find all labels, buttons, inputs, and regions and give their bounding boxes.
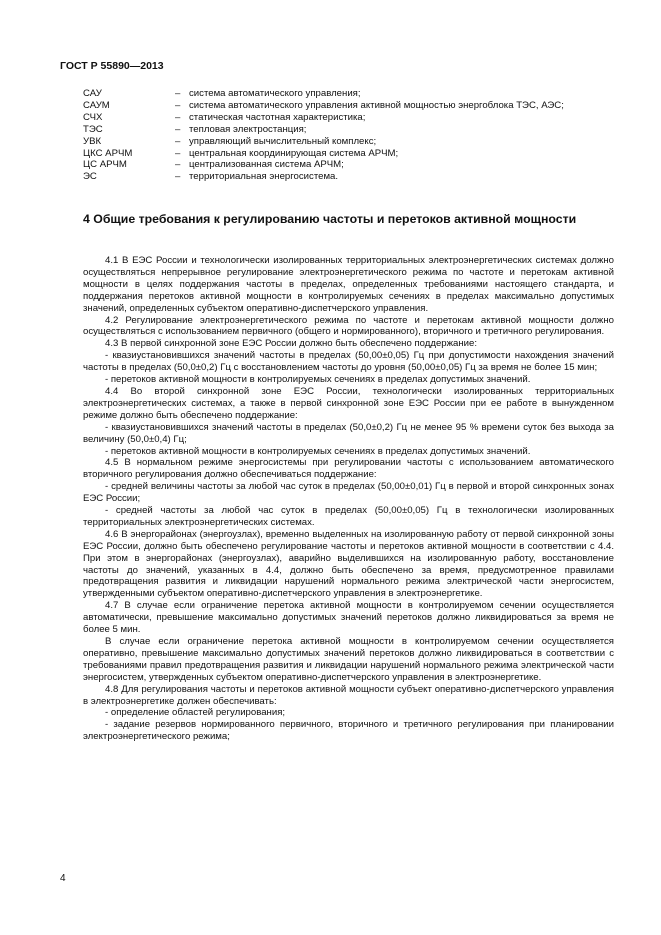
paragraph: 4.5 В нормальном режиме энергосистемы при регулировании частоты с использованием автоматического вторичного регулирования должно обеспечиваться поддержание: <box>83 457 614 481</box>
abbreviation-row <box>83 112 613 124</box>
abbreviation-row <box>83 100 613 112</box>
abbreviation-row <box>83 171 613 183</box>
list-item: - перетоков активной мощности в контролируемых сечениях в пределах допустимых значений. <box>105 445 531 457</box>
abbreviation-row <box>83 88 613 100</box>
abbreviation-definition: тепловая электростанция; <box>189 123 307 135</box>
abbreviation-row <box>83 159 613 171</box>
abbreviation-term: ТЭС <box>83 123 103 135</box>
abbreviation-definition: статическая частотная характеристика; <box>189 111 366 123</box>
list-item: - задание резервов нормированного первичного, вторичного и третичного регулирования при планировании электроэнергетического режима; <box>83 719 614 743</box>
paragraph: 4.3 В первой синхронной зоне ЕЭС России должно быть обеспечено поддержание: <box>105 338 478 350</box>
abbreviation-row <box>83 148 613 160</box>
abbreviation-dash: – <box>175 135 181 147</box>
abbreviation-term: САУ <box>83 88 102 99</box>
paragraph: 4.4 Во второй синхронной зоне ЕЭС России, технологически изолированных территориальных электроэнергетических системах, а также в первой синхронной зоне ЕЭС России при ее работе в вынужденном режиме должно быть обеспечено поддержание: <box>83 385 614 421</box>
list-item: - квазиустановившихся значений частоты в пределах (50,00±0,05) Гц при допустимости нахождения значений частоты в пределах (50,0±0,2) Гц с восстановлением частоты до уровня (50,00±0,05) Гц за время не более 15 мин; <box>83 350 614 374</box>
paragraph: В случае если ограничение перетока активной мощности в контролируемом сечении осуществляется оперативно, превышение максимально допустимых значений перетоков должно ликвидироваться в соответствии с требованиями правил предотвращения развития и ликвидации нарушений нормального режима электрической части энергосистем, утвержденных субъектом оперативно-диспетчерского управления в электроэнергетике. <box>83 636 614 683</box>
section-title: 4 Общие требования к регулированию частоты и перетоков активной мощности <box>83 212 577 226</box>
page-number: 4 <box>60 873 66 884</box>
abbreviation-term: ЦКС АРЧМ <box>83 147 133 159</box>
abbreviation-row <box>83 136 613 148</box>
abbreviation-definition: система автоматического управления; <box>189 88 361 99</box>
paragraph: 4.2 Регулирование электроэнергетического режима по частоте и перетокам активной мощности должно осуществляться с использованием первичного (общего и нормированного), вторичного и третичного регулирования. <box>83 314 614 338</box>
list-item: - перетоков активной мощности в контролируемых сечениях в пределах допустимых значений. <box>105 374 531 386</box>
abbreviation-term: ЦС АРЧМ <box>83 159 127 171</box>
paragraph: 4.7 В случае если ограничение перетока активной мощности в контролируемом сечении осуществляется автоматически, превышение максимально допустимых значений перетоков должно ликвидироваться за время не более 5 мин. <box>83 600 614 636</box>
abbreviation-row <box>83 124 613 136</box>
paragraph: 4.1 В ЕЭС России и технологически изолированных территориальных электроэнергетических системах должно осуществляться непрерывное регулирование электроэнергетического режима по частоте и перетокам активной мощности в целях поддержания частоты в пределах, определенных требованиями настоящего стандарта, и поддержания перетоков активной мощности в контролируемых сечениях в пределах максимально допустимых значений, определенных субъектом оперативно-диспетчерского управления. <box>83 255 614 314</box>
abbreviation-definition: территориальная энергосистема. <box>189 171 339 183</box>
document-header: ГОСТ Р 55890—2013 <box>60 60 164 72</box>
abbreviation-term: САУМ <box>83 99 110 111</box>
abbreviation-dash: – <box>175 171 181 183</box>
abbreviation-term: СЧХ <box>83 111 103 123</box>
list-item: - средней частоты за любой час суток в пределах (50,00±0,05) Гц в технологически изолированных территориальных электроэнергетических системах. <box>83 505 614 528</box>
abbreviation-dash: – <box>175 88 181 99</box>
abbreviation-dash: – <box>175 111 181 123</box>
abbreviation-list <box>83 88 613 183</box>
section-body <box>83 255 614 743</box>
abbreviation-definition: центральная координирующая система АРЧМ; <box>189 147 399 159</box>
list-item: - средней величины частоты за любой час суток в пределах (50,00±0,01) Гц в первой и второй синхронных зонах ЕЭС России; <box>83 481 614 505</box>
abbreviation-definition: система автоматического управления активной мощностью энергоблока ТЭС, АЭС; <box>189 99 564 111</box>
abbreviation-dash: – <box>175 159 181 171</box>
abbreviation-definition: управляющий вычислительный комплекс; <box>189 135 377 147</box>
abbreviation-term: ЭС <box>83 171 97 183</box>
list-item: - определение областей регулирования; <box>105 707 286 719</box>
abbreviation-term: УВК <box>83 135 102 147</box>
abbreviation-dash: – <box>175 99 181 111</box>
paragraph: 4.6 В энергорайонах (энергоузлах), временно выделенных на изолированную работу от первой синхронной зоны ЕЭС России, должно быть обеспечено регулирование частоты и перетоков активной мощности в соответствии с 4.4. При этом в энергорайонах (энергоузлах), аварийно выделившихся на изолированную работу, восстановление частоты до значений, указанных в 4.4, должно быть обеспечено за время, предусмотренное правилами предотвращения развития и ликвидации нарушений нормального режима электрической части энергосистем, утвержденными субъектом оперативно-диспетчерского управления в электроэнергетике. <box>83 528 614 600</box>
list-item: - квазиустановившихся значений частоты в пределах (50,0±0,2) Гц не менее 95 % времени суток без выхода за величину (50,0±0,4) Гц; <box>83 421 614 445</box>
abbreviation-dash: – <box>175 123 181 135</box>
abbreviation-dash: – <box>175 147 181 159</box>
paragraph: 4.8 Для регулирования частоты и перетоков активной мощности субъект оперативно-диспетчерского управления в электроэнергетике должен обеспечивать: <box>83 683 614 707</box>
abbreviation-definition: централизованная система АРЧМ; <box>189 159 344 171</box>
